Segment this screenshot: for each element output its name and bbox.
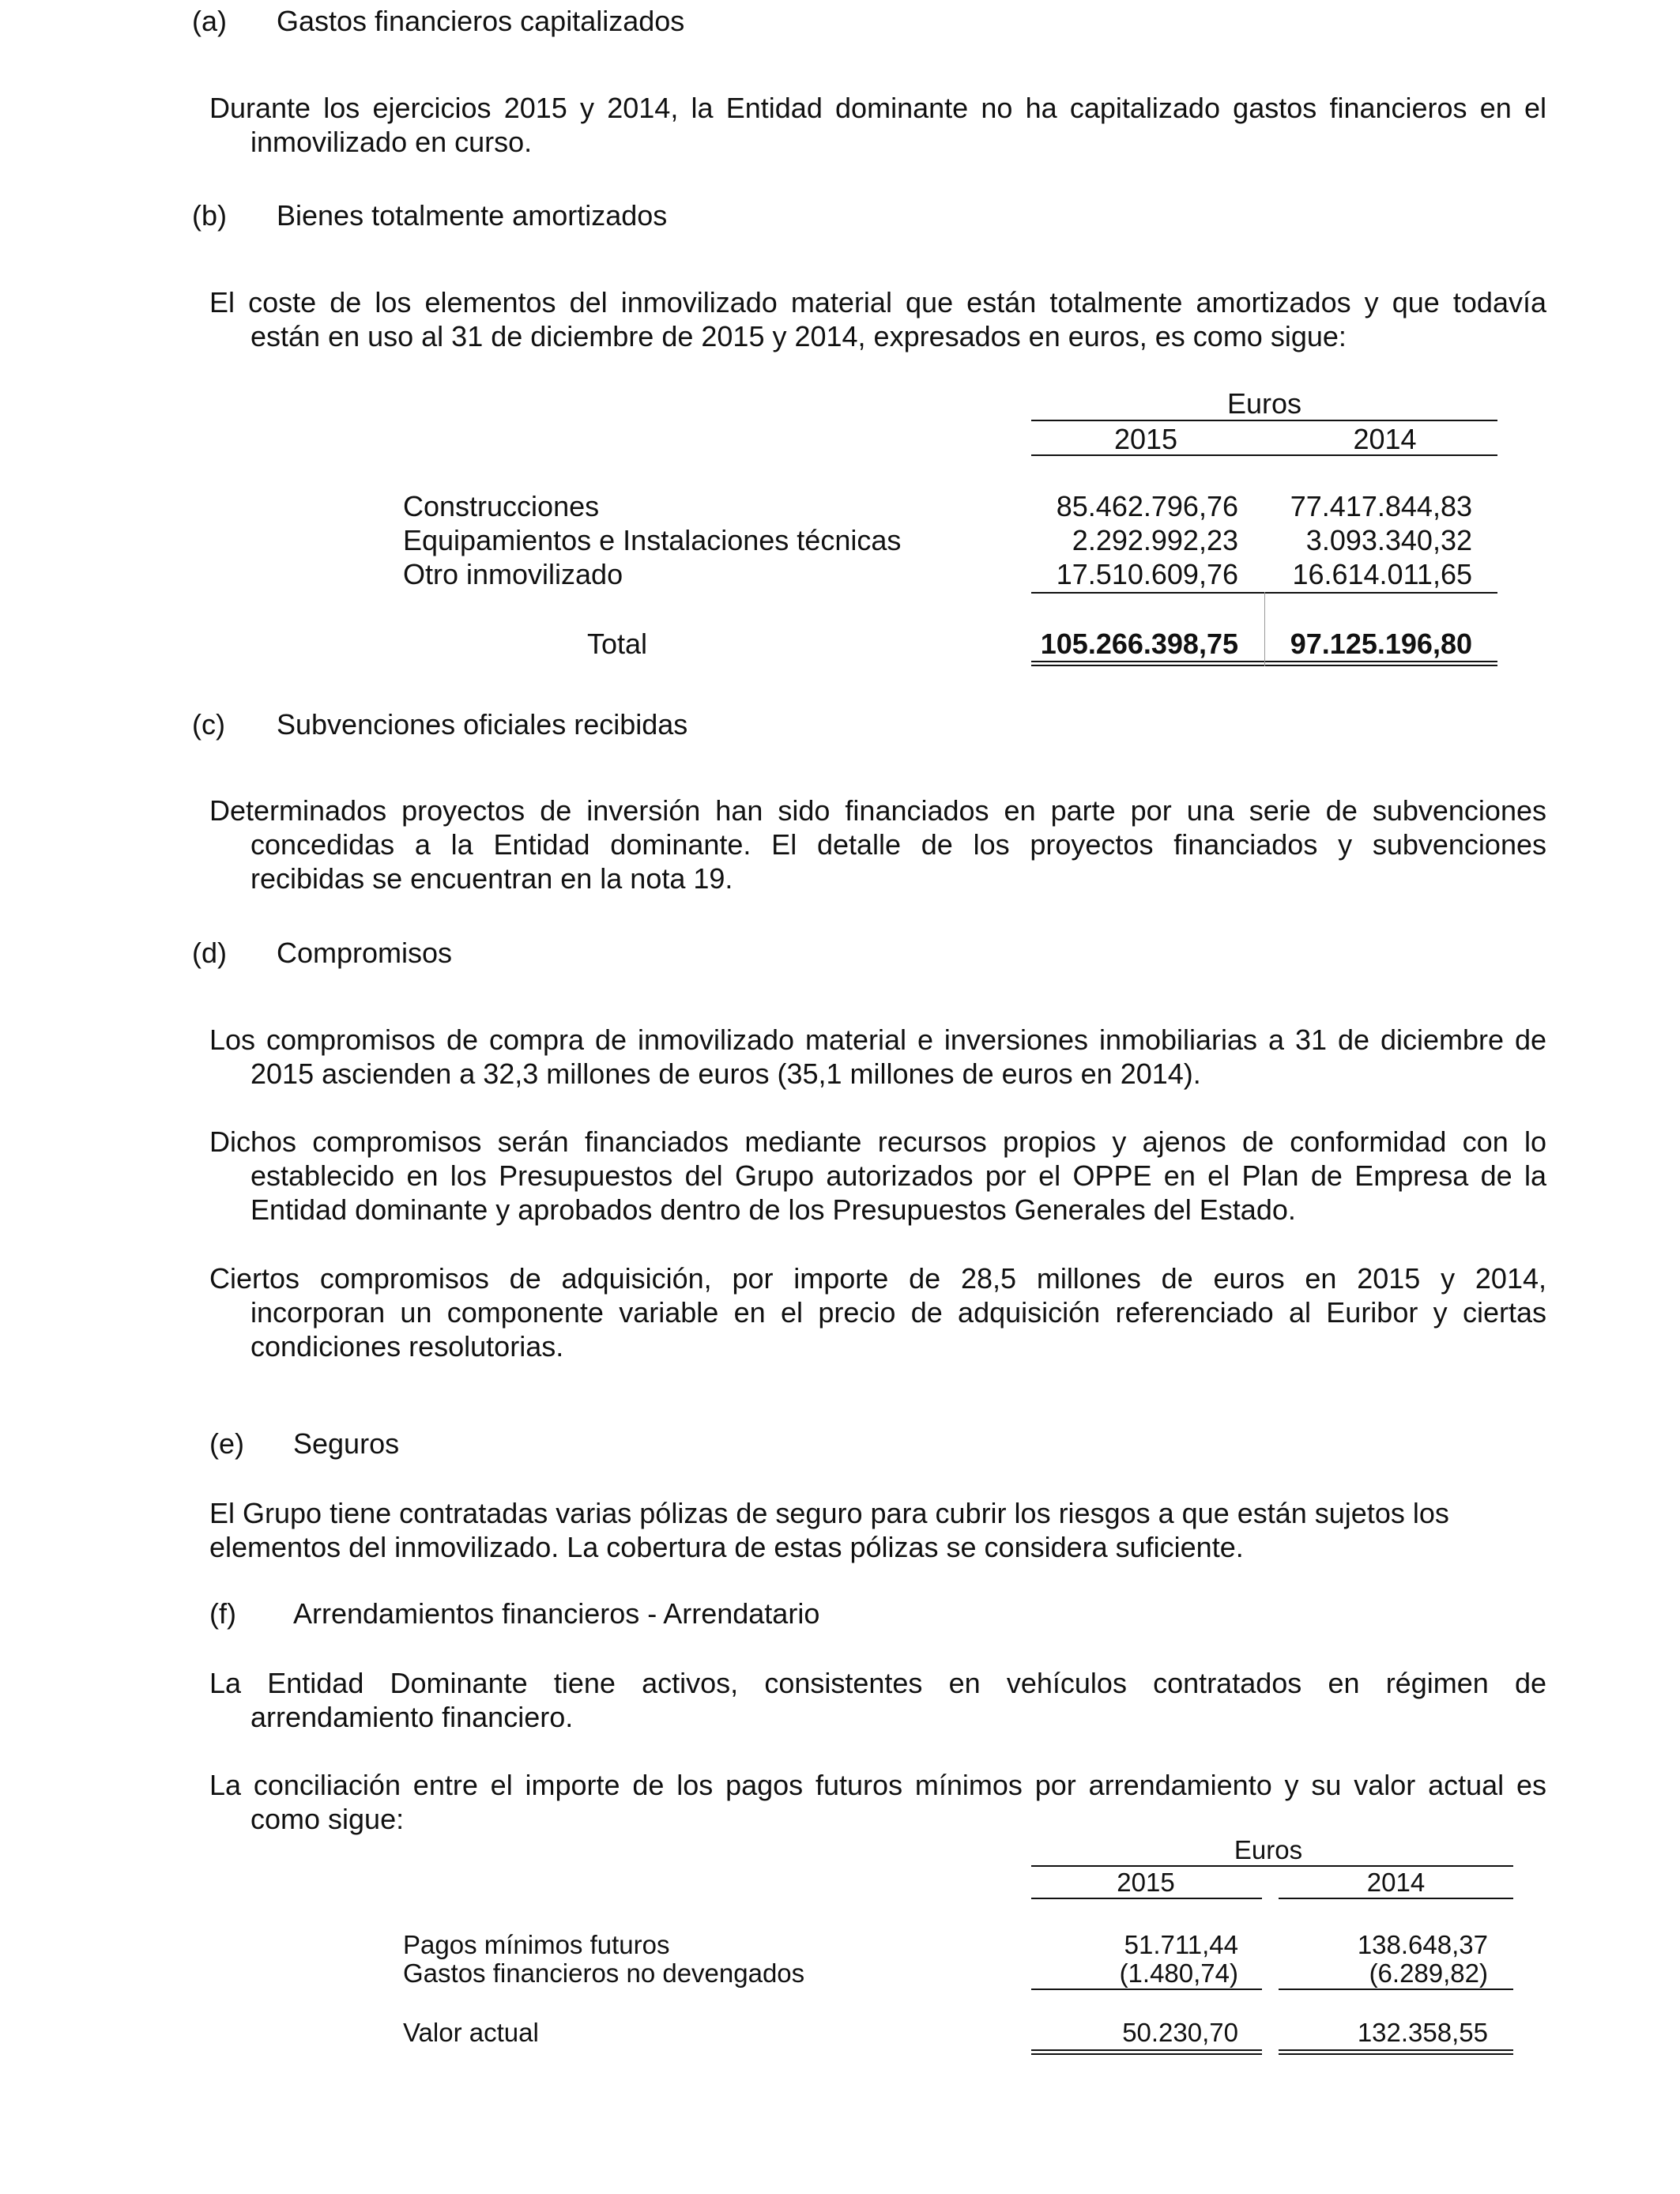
table2-double-rule — [1279, 2049, 1513, 2051]
table1-row-value-2014: 16.614.011,65 — [1292, 558, 1472, 590]
table2-row-value-2014: (6.289,82) — [1369, 1958, 1488, 1988]
table2-row-value-2015: (1.480,74) — [1119, 1958, 1238, 1988]
table2-year-2015: 2015 — [1117, 1868, 1175, 1897]
table1-total-label: Total — [587, 628, 648, 660]
table2-double-rule — [1031, 2053, 1262, 2055]
table2-row-value-2014: 138.648,37 — [1357, 1930, 1488, 1959]
table1-unit: Euros — [1226, 387, 1302, 420]
table2-rule — [1031, 1865, 1513, 1867]
table1-year-2015: 2015 — [1113, 423, 1178, 455]
section-f-paragraph-1: La Entidad Dominante tiene activos, consistentes en vehículos contratados en régimen de arrendamiento financiero. — [209, 1667, 1546, 1733]
section-c-paragraph: Determinados proyectos de inversión han sido financiados en parte por una serie de subvenciones concedidas a la Entidad dominante. El detalle de los proyectos financiados y subvenciones recibidas se encuentran en la nota 19. — [209, 794, 1546, 895]
section-a-paragraph: Durante los ejercicios 2015 y 2014, la Entidad dominante no ha capitalizado gastos financieros en el inmovilizado en curso. — [209, 92, 1546, 158]
table1-row-label: Equipamientos e Instalaciones técnicas — [403, 524, 902, 556]
section-d-paragraph-1: Los compromisos de compra de inmovilizado material e inversiones inmobiliarias a 31 de diciembre de 2015 ascienden a 32,3 millones de euros (35,1 millones de euros en 2014). — [209, 1023, 1546, 1090]
table2-year-2014: 2014 — [1366, 1868, 1426, 1897]
section-f-paragraph-2: La conciliación entre el importe de los pagos futuros mínimos por arrendamiento y su valor actual es como sigue: — [209, 1769, 1546, 1835]
table2-double-rule — [1279, 2053, 1513, 2055]
table2-row-value-2015: 51.711,44 — [1124, 1930, 1238, 1959]
section-b-paragraph: El coste de los elementos del inmovilizado material que están totalmente amortizados y que todavía están en uso al 31 de diciembre de 2015 y 2014, expresados en euros, es como sigue: — [209, 286, 1546, 352]
section-d-title: Compromisos — [277, 937, 453, 969]
section-e-letter: (e) — [209, 1427, 244, 1460]
section-d-paragraph-2: Dichos compromisos serán financiados mediante recursos propios y ajenos de conformidad con lo establecido en los Presupuestos del Grupo autorizados por el OPPE en el Plan de Empresa de la Entidad dominante y aprobados dentro de los Presupuestos Generales del Estado. — [209, 1125, 1546, 1226]
table2-rule — [1279, 1989, 1513, 1990]
table1-row-value-2015: 2.292.992,23 — [1072, 524, 1238, 556]
table1-row-value-2014: 3.093.340,32 — [1305, 524, 1472, 556]
section-f-letter: (f) — [209, 1597, 236, 1630]
table2-row-label: Pagos mínimos futuros — [403, 1930, 670, 1959]
table2-total-2014: 132.358,55 — [1357, 2018, 1488, 2047]
table2-total-label: Valor actual — [403, 2018, 539, 2047]
table1-rule — [1031, 454, 1497, 456]
table1-row-label: Construcciones — [403, 490, 600, 522]
table2-rule — [1031, 1898, 1262, 1899]
table1-row-value-2015: 17.510.609,76 — [1056, 558, 1238, 590]
table2-double-rule — [1031, 2049, 1262, 2051]
section-c-letter: (c) — [192, 708, 225, 741]
section-b-title: Bienes totalmente amortizados — [277, 199, 668, 232]
table1-year-2014: 2014 — [1353, 423, 1417, 455]
table1-total-2014: 97.125.196,80 — [1290, 628, 1472, 660]
table1-row-label: Otro inmovilizado — [403, 558, 623, 590]
section-a-title: Gastos financieros capitalizados — [277, 5, 685, 37]
table1-row-value-2014: 77.417.844,83 — [1290, 490, 1472, 522]
section-e-paragraph: El Grupo tiene contratadas varias pólizas de seguro para cubrir los riesgos a que están sujetos los elementos del inmovilizado. La cobertura de estas pólizas se considera suficiente. — [209, 1497, 1449, 1563]
table2-unit: Euros — [1234, 1835, 1303, 1864]
section-f-title: Arrendamientos financieros - Arrendatario — [293, 1597, 820, 1630]
table2-row-label: Gastos financieros no devengados — [403, 1958, 805, 1988]
table1-column-divider — [1264, 592, 1265, 666]
table2-rule — [1031, 1989, 1262, 1990]
section-d-letter: (d) — [192, 937, 227, 969]
table2-rule — [1279, 1898, 1513, 1899]
table2-total-2015: 50.230,70 — [1122, 2018, 1238, 2047]
table1-rule — [1031, 420, 1497, 421]
section-e-title: Seguros — [293, 1427, 400, 1460]
section-d-paragraph-3: Ciertos compromisos de adquisición, por importe de 28,5 millones de euros en 2015 y 2014, incorporan un componente variable en el precio de adquisición referenciado al Euribor y ciertas condiciones resolutorias. — [209, 1262, 1546, 1363]
section-a-letter: (a) — [192, 5, 227, 37]
section-c-title: Subvenciones oficiales recibidas — [277, 708, 688, 741]
table1-total-2015: 105.266.398,75 — [1040, 628, 1238, 660]
table1-row-value-2015: 85.462.796,76 — [1056, 490, 1238, 522]
section-b-letter: (b) — [192, 199, 227, 232]
